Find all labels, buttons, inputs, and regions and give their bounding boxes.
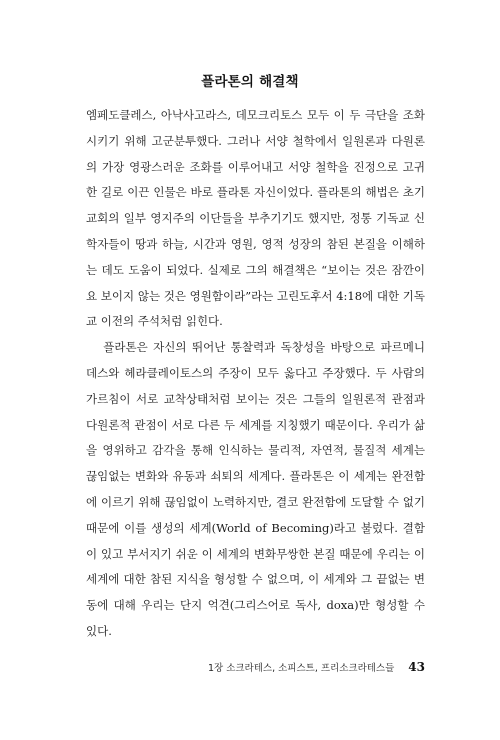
paragraph: 플라톤은 자신의 뛰어난 통찰력과 독창성을 바탕으로 파르메니데스와 헤라클레이토스의 주장이 모두 옳다고 주장했다. 두 사람의 가르침이 서로 교착상태처럼 보이는 것은 그들의 일원론적 관점과 다원론적 관점이 서로 다른 두 세계를 지칭했기 때문이다. 우리가 삶을 영위하고 감각을 통해 인식하는 물리적, 자연적, 물질적 세계는 끊임없는 변화와 유동과 쇠퇴의 세계다. 플라톤은 이 세계는 완전함에 이르기 위해 끊임없이 노력하지만, 결코 완전함에 도달할 수 없기 때문에 이를 생성의 세계(World of Becoming)라고 불렀다. 결함이 있고 부서지기 쉬운 이 세계의 변화무쌍한 본질 때문에 우리는 이 세계에 대한 참된 지식을 형성할 수 없으며, 이 세계와 그 끝없는 변동에 대해 우리는 단지 억견(그리스어로 독사, doxa)만 형성할 수 있다. [86, 340, 425, 638]
page-number: 43 [408, 660, 425, 674]
section-title: 플라톤의 해결책 [201, 74, 299, 91]
body-text [86, 103, 425, 645]
page-footer [208, 660, 425, 674]
paragraph: 엠페도클레스, 아낙사고라스, 데모크리토스 모두 이 두 극단을 조화시키기 위해 고군분투했다. 그러나 서양 철학에서 일원론과 다원론의 가장 영광스러운 조화를 이루어내고 서양 철학을 진정으로 고귀한 길로 이끈 인물은 바로 플라톤 자신이었다. 플라톤의 해법은 초기 교회의 일부 영지주의 이단들을 부추기기도 했지만, 정통 기독교 신학자들이 땅과 하늘, 시간과 영원, 영적 성장의 참된 본질을 이해하는 데도 도움이 되었다. 실제로 그의 해결책은 “보이는 것은 잠깐이요 보이지 않는 것은 영원함이라”라는 고린도후서 4:18에 대한 기독교 이전의 주석처럼 읽힌다. [86, 108, 425, 329]
running-footer-chapter: 1장 소크라테스, 소피스트, 프리소크라테스들 [207, 663, 395, 674]
